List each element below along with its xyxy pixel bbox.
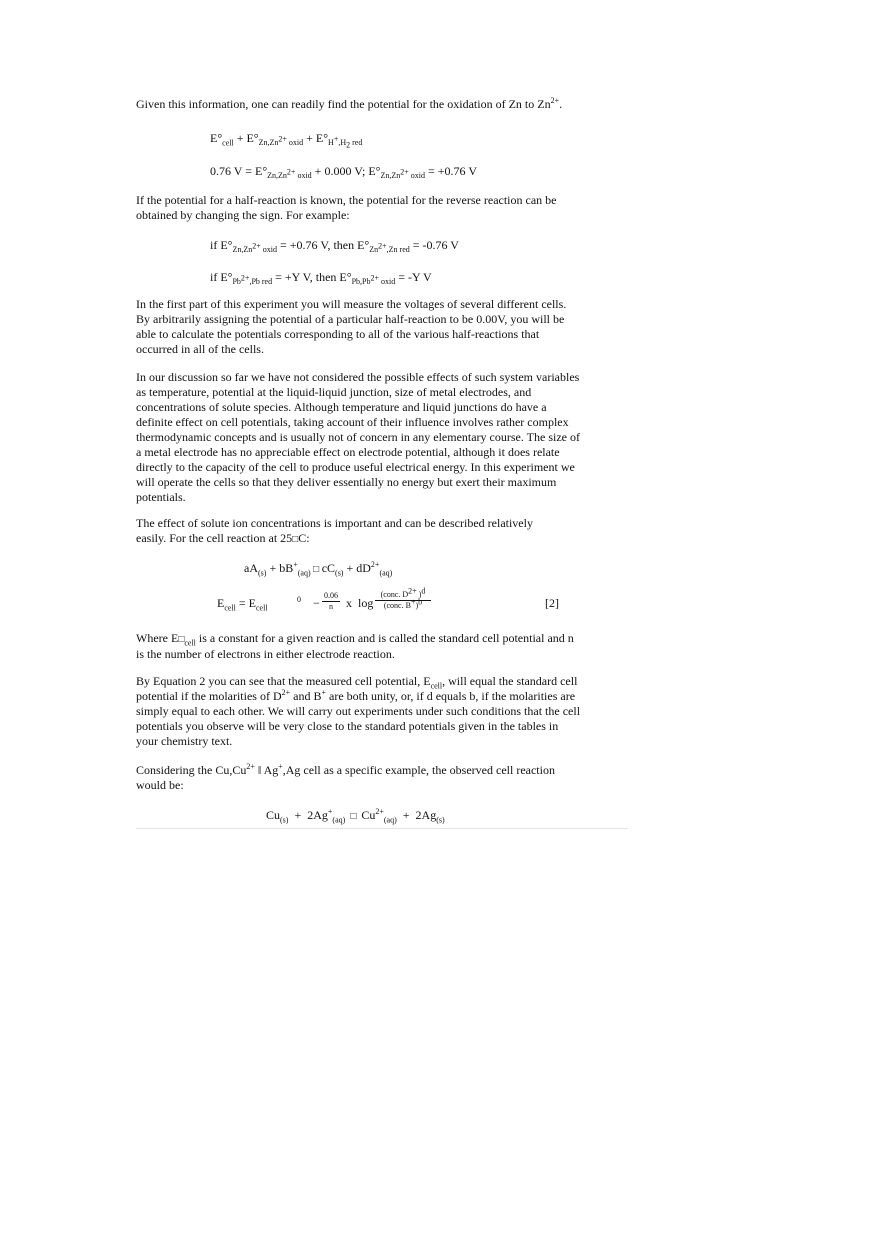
paragraph-first-part: In the first part of this experiment you will measure the voltages of several different cells. By arbitrarily assigning the potential of a particular half-reaction to be 0.00V, you will be able to calculate the potentials corresponding to all of the various half-reactions that occurred in all of the cells. xyxy=(136,297,567,356)
equation-cell-sum: $E^\circ_{cell} + E^\circ_{Zn,Zn^{2+} oxid} + E^\circ_{H^+,H_2 red}$ xyxy=(210,131,363,150)
nernst-equation: $E_{cell} = E_{cell}$ 0 − $\frac{0.06}{n}$ x log (conc. $D^{2+}$ )$^d$ (conc. B+)$^b$ [2] xyxy=(217,586,559,613)
equation-number: [2] xyxy=(545,596,559,610)
paragraph-standard-potential: Where $E□_{cell}$ is a constant for a given reaction and is called the standard cell potential and n is the number of electrons in either electrode reaction. xyxy=(136,631,574,661)
paragraph-solute-concentration: The effect of solute ion concentrations is important and can be described relatively easily. For the cell reaction at 25□C: xyxy=(136,516,533,545)
concentration-fraction: (conc. $D^{2+}$ )$^d$ (conc. B+)$^b$ xyxy=(375,590,431,611)
paragraph-reverse-reaction: If the potential for a half-reaction is known, the potential for the reverse reaction can be obtained by changing the sign. For example: xyxy=(136,193,557,222)
missing-glyph-box: □ xyxy=(292,534,299,545)
equation-general-reaction: $aA_{(s)} + bB^+_{(aq)}$ □ $cC_{(s)} + dD^{2+}_{(aq)}$ xyxy=(244,560,393,578)
paragraph-cu-ag-example: Considering the $Cu,Cu^{2+}$ ‖ Ag+,Ag cell as a specific example, the observed cell reaction would be: xyxy=(136,762,555,792)
paragraph-system-variables: In our discussion so far we have not considered the possible effects of such system variables as temperature, potential at the liquid-liquid junction, size of metal electrodes, and concentrations of solute species. Although temperature and liquid junctions do have a definite effect on cell potentials, taking account of their influence involves rather complex thermodynamic concepts and is usually not of concern in any elementary course. The size of a metal electrode has no appreciable effect on electrode potential, although it does relate directly to the capacity of the cell to produce useful electrical energy. In this experiment we will operate the cells so that they deliver essentially no energy but exert their maximum potentials. xyxy=(136,370,580,504)
equation-zn-oxidation: 0.76 $V = E^\circ_{Zn,Zn^{2+} oxid} + 0.000$ V; $E^\circ_{Zn,Zn^{2+} oxid} = +0.76$ V xyxy=(210,164,477,181)
missing-glyph-box: □ xyxy=(178,634,185,645)
equation-example-pb: if $E^\circ_{Pb^{2+},Pb red} = +Y$ V, then $E^\circ_{Pb,Pb^{2+} oxid} = -Y$ V xyxy=(210,270,432,287)
paragraph-equation-2: By Equation 2 you can see that the measured cell potential, $E_{cell}$, will equal the standard cell potential if the molarities of $D^{2+}$ and B+ are both unity, or, if d equals b, if the molarities are simply equal to each other. We will carry out experiments under such conditions that the cell potentials you observe will be very close to the standard potentials given in the tables in your chemistry text. xyxy=(136,674,581,748)
page-divider xyxy=(136,828,628,829)
equation-example-zn: if $E^\circ_{Zn,Zn^{2+} oxid} = +0.76$ V, then $E^\circ_{Zn^{2+},Zn red} = -0.76$ V xyxy=(210,238,459,255)
reaction-arrow-glyph: □ xyxy=(345,811,362,822)
coefficient-fraction: $\frac{0.06}{n}$ xyxy=(324,591,338,611)
paragraph-intro: Given this information, one can readily find the potential for the oxidation of Zn to $Zn^{2+}$. xyxy=(136,96,563,111)
equation-cu-ag-reaction: $Cu_{(s)} + 2Ag^+_{(aq)}$ □ $Cu^{2+}_{(aq)} + 2Ag_{(s)}$ xyxy=(266,807,445,825)
reaction-arrow-glyph: □ xyxy=(310,564,322,575)
